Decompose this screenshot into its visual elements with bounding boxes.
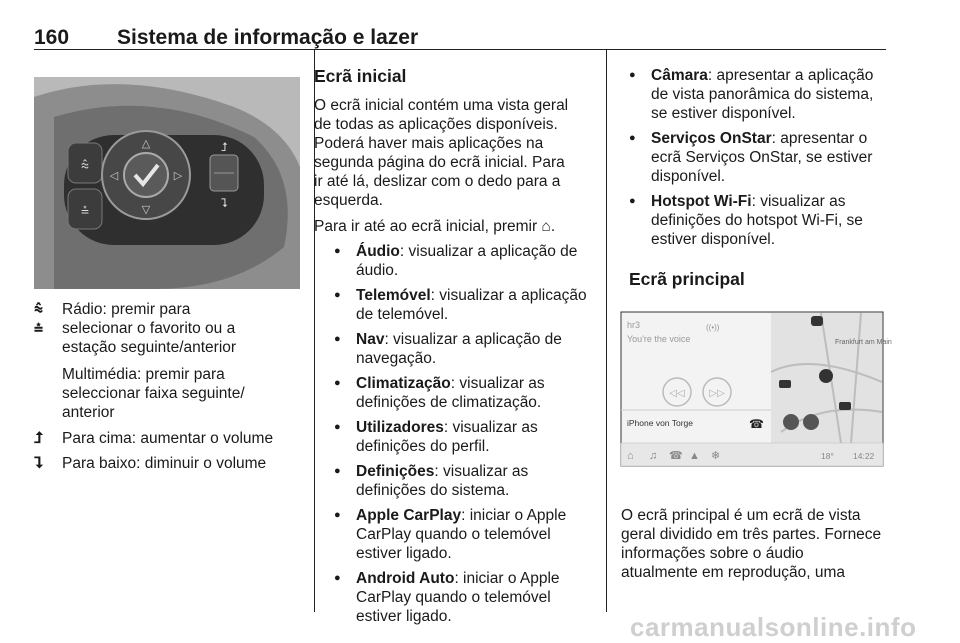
bullet-text: : iniciar o Apple xyxy=(461,507,567,524)
bullet-line xyxy=(356,544,600,563)
svg-text:▷: ▷ xyxy=(173,170,183,182)
bullet-dot: ● xyxy=(629,132,636,144)
up-arrow-icon: ⩯ xyxy=(80,157,90,173)
page-number: 160 xyxy=(34,26,70,49)
bullet-term: Áudio xyxy=(356,243,400,260)
bullet-text: : visualizar as xyxy=(450,375,545,392)
media-line: seleccionar faixa seguinte/ xyxy=(62,385,245,402)
bullet-term: Nav xyxy=(356,331,385,348)
svg-text:◁: ◁ xyxy=(109,170,119,182)
bullet-line xyxy=(356,525,600,544)
bullet-text: : apresentar o xyxy=(771,130,868,147)
para-line: de todas as aplicações disponíveis. xyxy=(314,116,558,133)
bullet-text: : visualizar as xyxy=(434,463,529,480)
left-column xyxy=(34,300,304,473)
main-screen-illustration xyxy=(621,312,892,466)
bullet-line xyxy=(651,167,891,186)
svg-text:△: △ xyxy=(141,138,151,150)
para-line: O ecrã principal é um ecrã de vista xyxy=(621,507,861,524)
clock: 14:22 xyxy=(853,451,875,461)
bullet-dot: ● xyxy=(334,377,341,389)
bullet-item xyxy=(629,192,891,249)
bullet-line xyxy=(651,66,891,85)
bullet-text: definições de climatização. xyxy=(356,394,542,411)
media-line: Multimédia: premir para xyxy=(62,366,225,383)
climate-icon: ❄ xyxy=(711,450,721,462)
bullet-item xyxy=(334,374,600,412)
bullet-text: estiver ligado. xyxy=(356,608,452,625)
bullet-dot: ● xyxy=(334,333,341,345)
radio-line: selecionar o favorito ou a xyxy=(62,320,236,337)
bullet-line xyxy=(356,588,600,607)
bullet-line xyxy=(651,192,891,211)
para-line: ir até lá, deslizar com o dedo para a xyxy=(314,173,561,190)
bullet-content xyxy=(356,374,600,412)
zoom-out-icon xyxy=(783,414,799,430)
bullet-content xyxy=(356,286,600,324)
bullet-line xyxy=(356,374,600,393)
svg-text:▽: ▽ xyxy=(141,204,151,216)
bullet-line xyxy=(651,211,891,230)
bullet-text: definições do hotspot Wi-Fi, se xyxy=(651,212,863,229)
watermark: carmanualsonline.info xyxy=(630,612,917,642)
bullet-text: CarPlay quando o telemóvel xyxy=(356,526,551,543)
bullet-line xyxy=(651,85,891,104)
header-rule xyxy=(34,49,886,50)
bullet-item xyxy=(334,330,600,368)
bullet-term: Climatização xyxy=(356,375,451,392)
bullet-content xyxy=(651,66,891,123)
bullet-line xyxy=(651,104,891,123)
bullet-dot: ● xyxy=(334,465,341,477)
bullet-text: de vista panorâmica do sistema, xyxy=(651,86,874,103)
bullet-line xyxy=(356,286,600,305)
bullet-text: definições do perfil. xyxy=(356,438,490,455)
bullet-term: Hotspot Wi-Fi xyxy=(651,193,752,210)
phone-app-icon: ☎ xyxy=(669,450,683,462)
column-divider-2 xyxy=(606,50,607,612)
bullet-line xyxy=(356,330,600,349)
bullet-line xyxy=(356,607,600,626)
volume-up-icon: ⮥ xyxy=(34,430,44,447)
bullet-content xyxy=(356,569,600,626)
bullet-text: : visualizar a aplicação xyxy=(430,287,587,304)
bullet-text: : visualizar as xyxy=(751,193,846,210)
radio-icon: ((•)) xyxy=(706,323,720,332)
bullet-term: Utilizadores xyxy=(356,419,444,436)
bullet-item xyxy=(334,242,600,280)
home-button-paragraph: Para ir até ao ecrã inicial, premir ⌂. xyxy=(314,218,556,235)
para-line: Para ir até ao ecrã inicial, premir xyxy=(314,218,538,235)
section-heading-main: Ecrã principal xyxy=(629,269,745,289)
home-icon: ⌂ xyxy=(627,450,634,462)
bullet-line xyxy=(356,393,600,412)
bullet-item xyxy=(334,286,600,324)
volume-up-description xyxy=(34,429,304,448)
bullet-content xyxy=(651,129,891,186)
bullet-item xyxy=(334,418,600,456)
track-title: You're the voice xyxy=(627,334,691,344)
phone-name: iPhone von Torge xyxy=(627,418,694,428)
right-column xyxy=(629,66,891,290)
bullet-content xyxy=(356,506,600,563)
volume-down-icon: ⮧ xyxy=(220,196,228,210)
bullet-line xyxy=(356,506,600,525)
bullet-term: Serviços OnStar xyxy=(651,130,772,147)
bullet-item xyxy=(629,129,891,186)
media-line: anterior xyxy=(62,404,115,421)
bullet-line xyxy=(651,148,891,167)
bullet-line xyxy=(356,481,600,500)
bullet-term: Definições xyxy=(356,463,435,480)
bullet-text: : visualizar a aplicação de xyxy=(384,331,562,348)
main-screen-paragraph xyxy=(621,506,891,582)
bullet-line xyxy=(356,418,600,437)
bullet-line xyxy=(356,242,600,261)
home-intro-paragraph xyxy=(314,96,600,210)
bullet-dot: ● xyxy=(334,289,341,301)
nav-icon: ▲ xyxy=(689,450,700,462)
bullet-item xyxy=(334,569,600,626)
map-location-pin xyxy=(819,369,833,383)
para-line: atualmente em reprodução, uma xyxy=(621,564,846,581)
radio-line: Rádio: premir para xyxy=(62,301,191,318)
bullet-dot: ● xyxy=(334,572,341,584)
section-heading-home: Ecrã inicial xyxy=(314,66,407,86)
middle-column xyxy=(314,66,600,626)
media-description xyxy=(62,365,304,422)
bullet-text: disponível. xyxy=(651,168,726,185)
bullet-term: Android Auto xyxy=(356,570,455,587)
page-title: Sistema de informação e lazer xyxy=(117,26,419,49)
bullet-dot: ● xyxy=(629,69,636,81)
bullet-dot: ● xyxy=(334,245,341,257)
radio-line: estação seguinte/anterior xyxy=(62,339,237,356)
bullet-content xyxy=(356,462,600,500)
map-city-label: Frankfurt am Main xyxy=(835,339,892,346)
app-list xyxy=(334,242,600,626)
svg-text:◁◁: ◁◁ xyxy=(669,388,685,399)
bullet-text: estiver ligado. xyxy=(356,545,452,562)
outside-temperature: 18° xyxy=(821,451,834,461)
bullet-text: navegação. xyxy=(356,350,437,367)
bullet-content xyxy=(356,418,600,456)
bullet-text: de telemóvel. xyxy=(356,306,449,323)
bullet-text: definições do sistema. xyxy=(356,482,510,499)
para-line: Poderá haver mais aplicações na xyxy=(314,135,544,152)
zoom-in-icon xyxy=(803,414,819,430)
bullet-content xyxy=(651,192,891,249)
para-line: O ecrã inicial contém uma vista geral xyxy=(314,97,569,114)
bullet-text: : iniciar o Apple xyxy=(454,570,560,587)
volume-up-text: Para cima: aumentar o volume xyxy=(62,430,274,447)
station-name: hr3 xyxy=(627,320,641,330)
bullet-text: CarPlay quando o telemóvel xyxy=(356,589,551,606)
bullet-term: Telemóvel xyxy=(356,287,431,304)
para-line: segunda página do ecrã inicial. Para xyxy=(314,154,565,171)
bullet-text: estiver disponível. xyxy=(651,231,776,248)
bullet-dot: ● xyxy=(334,509,341,521)
volume-down-icon: ⮧ xyxy=(34,455,44,472)
app-list-continued xyxy=(629,66,891,249)
bullet-term: Apple CarPlay xyxy=(356,507,462,524)
bullet-line xyxy=(651,230,891,249)
home-icon: ⌂ xyxy=(541,218,551,235)
bullet-line xyxy=(356,261,600,280)
bullet-term: Câmara xyxy=(651,67,708,84)
para-line: esquerda. xyxy=(314,192,383,209)
bullet-text: : visualizar a aplicação de xyxy=(399,243,578,260)
bullet-text: ecrã Serviços OnStar, se estiver xyxy=(651,149,873,166)
bullet-line xyxy=(356,437,600,456)
bullet-text: áudio. xyxy=(356,262,399,279)
bullet-item xyxy=(334,462,600,500)
bullet-content xyxy=(356,330,600,368)
down-arrow-icon: ⩮ xyxy=(80,202,90,218)
bullet-text: : visualizar as xyxy=(443,419,538,436)
bullet-text: se estiver disponível. xyxy=(651,105,796,122)
bullet-line xyxy=(356,462,600,481)
bullet-dot: ● xyxy=(629,195,636,207)
phone-icon: ☎ xyxy=(749,417,764,431)
para-line: geral dividido em três partes. Fornece xyxy=(621,526,882,543)
bullet-line xyxy=(356,569,600,588)
audio-icon: ♫ xyxy=(649,450,658,462)
svg-text:▷▷: ▷▷ xyxy=(709,388,725,399)
volume-down-text: Para baixo: diminuir o volume xyxy=(62,455,267,472)
radio-description xyxy=(34,300,304,357)
seek-icon: ⩯ ⩮ xyxy=(34,301,44,337)
bullet-content xyxy=(356,242,600,280)
bullet-line xyxy=(651,129,891,148)
para-line: informações sobre o áudio xyxy=(621,545,804,562)
bullet-dot: ● xyxy=(334,421,341,433)
bullet-line xyxy=(356,305,600,324)
bullet-line xyxy=(356,349,600,368)
bullet-item xyxy=(334,506,600,563)
volume-up-icon: ⮥ xyxy=(220,140,228,154)
steering-wheel-controls-illustration xyxy=(34,77,300,289)
bullet-text: : apresentar a aplicação xyxy=(707,67,874,84)
bullet-item xyxy=(629,66,891,123)
volume-down-description xyxy=(34,454,304,473)
